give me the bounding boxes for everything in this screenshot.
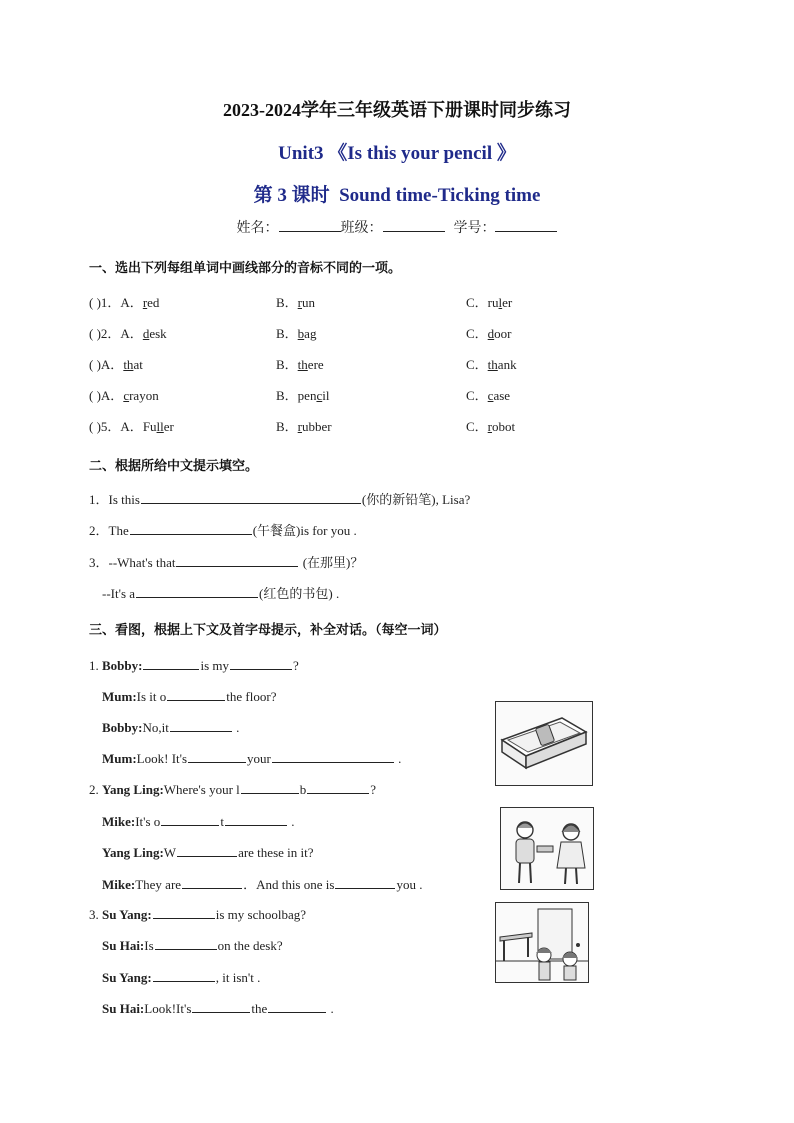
blank[interactable] <box>192 999 250 1013</box>
option-c-word: C．case <box>466 388 511 403</box>
dialogue-text: W <box>163 845 177 860</box>
dialogue-text: Look! It's <box>136 751 188 766</box>
phonics-question-row <box>89 354 609 373</box>
phonics-question-row <box>89 385 609 404</box>
lesson-prefix: 第 3 课时 <box>253 185 330 206</box>
dialogue3-line1 <box>89 905 306 923</box>
blank[interactable] <box>230 656 292 670</box>
dialogue-number: 1. <box>89 658 102 673</box>
dialogue-text: your <box>247 751 271 766</box>
option-a-word: that <box>123 357 143 372</box>
answer-parentheses[interactable]: ( ) <box>89 326 101 341</box>
student-info-row <box>0 217 794 237</box>
dialogue-text: the <box>251 1001 268 1016</box>
blank[interactable] <box>241 780 299 794</box>
speaker-su-hai: Su Hai: <box>102 938 145 953</box>
dialogue2-line3 <box>102 843 314 861</box>
fill-question-1 <box>89 489 470 508</box>
blank[interactable] <box>335 875 395 889</box>
dialogue1-line2 <box>102 687 276 705</box>
pencil-box-illustration <box>495 701 593 786</box>
speaker-su-hai: Su Hai: <box>102 1001 145 1016</box>
number-label: 学号： <box>453 220 496 236</box>
dialogue-text: ? <box>370 782 377 797</box>
phonics-question-row <box>89 323 609 342</box>
fill-question-3b <box>102 583 339 602</box>
dialogue-number: 2. <box>89 782 102 797</box>
dialogue3-line2 <box>102 936 283 954</box>
speaker-mum: Mum: <box>102 689 137 704</box>
phonics-question-row <box>89 292 609 311</box>
dialogue-text: on the desk? <box>217 938 283 953</box>
q2-hint: (午餐盒)is for you . <box>252 523 357 538</box>
q1-answer-blank[interactable] <box>141 490 361 504</box>
speaker-bobby: Bobby: <box>102 720 143 735</box>
speaker-su-yang: Su Yang: <box>102 907 152 922</box>
dialogue-text: They are <box>135 877 182 892</box>
option-b-word: B．rubber <box>276 419 332 434</box>
answer-parentheses[interactable]: ( ) <box>89 388 101 403</box>
speaker-su-yang: Su Yang: <box>102 970 152 985</box>
question-number: 2．A． <box>100 326 143 341</box>
section3-heading: 三、看图，根据上下文及首字母提示，补全对话。（每空一词） <box>89 623 447 638</box>
dialogue3-line3 <box>102 968 260 986</box>
dialogue-text: b <box>299 782 307 797</box>
dialogue-text: Is <box>144 938 154 953</box>
speaker-mike: Mike: <box>102 877 136 892</box>
option-c-word: C．robot <box>466 419 516 434</box>
dialogue-text: Where's your l <box>163 782 240 797</box>
option-a-word: Fuller <box>142 419 174 434</box>
dialogue2-line4 <box>102 874 422 893</box>
dialogue-text: you . <box>396 877 423 892</box>
class-label: 班级： <box>340 220 383 236</box>
name-label: 姓名： <box>236 220 279 236</box>
question-number: 1．A． <box>100 295 143 310</box>
option-b-word: B．pencil <box>276 388 330 403</box>
section2-heading: 二、根据所给中文提示填空。 <box>89 459 259 474</box>
dialogue1-line3 <box>102 718 239 736</box>
q3b-prefix: --It's a <box>102 586 136 601</box>
blank[interactable] <box>153 968 215 982</box>
lesson-name: Sound time-Ticking time <box>339 185 541 206</box>
blank[interactable] <box>167 687 225 701</box>
speaker-mum: Mum: <box>102 751 137 766</box>
q3-hint: (在那里)？ <box>299 555 364 570</box>
blank[interactable] <box>177 843 237 857</box>
unit-title: Unit3 《Is this your pencil 》 <box>278 143 516 164</box>
speaker-mike: Mike: <box>102 814 136 829</box>
blank[interactable] <box>225 812 287 826</box>
dialogue2-line1 <box>89 780 376 798</box>
speaker-yang-ling: Yang Ling: <box>102 782 164 797</box>
dialogue-text: Is it o <box>136 689 167 704</box>
dialogue-text: . <box>232 720 240 735</box>
dialogue3-line4 <box>102 999 334 1017</box>
blank[interactable] <box>153 905 215 919</box>
q2-answer-blank[interactable] <box>130 521 252 535</box>
class-field[interactable] <box>383 217 445 232</box>
q3b-hint: (红色的书包) . <box>259 586 340 601</box>
option-a-word: desk <box>142 326 167 341</box>
option-b-word: B．run <box>276 295 316 310</box>
blank[interactable] <box>272 749 394 763</box>
blank[interactable] <box>143 656 199 670</box>
classroom-desk-illustration <box>495 902 589 983</box>
blank[interactable] <box>182 875 242 889</box>
dialogue2-line2 <box>102 812 294 830</box>
q1-prefix: 1．Is this <box>89 492 140 507</box>
dialogue1-line4 <box>102 749 401 767</box>
blank[interactable] <box>188 749 246 763</box>
name-field[interactable] <box>279 217 341 232</box>
blank[interactable] <box>307 780 369 794</box>
dialogue-text: It's o <box>135 814 161 829</box>
fill-question-3 <box>89 552 363 571</box>
option-c-word: C．door <box>466 326 512 341</box>
answer-parentheses[interactable]: ( ) <box>89 357 101 372</box>
dialogue-text: are these in it? <box>238 845 314 860</box>
option-b-word: B．bag <box>276 326 317 341</box>
question-number: A． <box>100 357 124 372</box>
dialogue-text: No,it <box>142 720 169 735</box>
section1-heading: 一、选出下列每组单词中画线部分的音标不同的一项。 <box>89 261 402 276</box>
blank[interactable] <box>155 936 217 950</box>
speaker-bobby: Bobby: <box>102 658 143 673</box>
dialogue-text: is my schoolbag? <box>215 907 306 922</box>
dialogue-text: is my <box>200 658 230 673</box>
lesson-title <box>0 180 794 207</box>
blank[interactable] <box>170 718 232 732</box>
dialogue-text: . <box>287 814 295 829</box>
speaker-yang-ling: Yang Ling: <box>102 845 164 860</box>
option-c-word: C．ruler <box>466 295 513 310</box>
option-b-word: B．there <box>276 357 324 372</box>
option-a-word: crayon <box>123 388 159 403</box>
dialogue-text: the floor? <box>226 689 277 704</box>
question-number: A． <box>100 388 124 403</box>
blank[interactable] <box>161 812 219 826</box>
question-number: 5．A． <box>100 419 143 434</box>
dialogue-text: ? <box>293 658 299 673</box>
q1-hint: (你的新铅笔), Lisa? <box>361 492 471 507</box>
fill-question-2 <box>89 520 357 539</box>
q3b-answer-blank[interactable] <box>136 584 258 598</box>
option-a-word: red <box>142 295 160 310</box>
dialogue-text: ．And this one is <box>243 877 335 892</box>
dialogue-number: 3. <box>89 907 102 922</box>
worksheet-title: 2023-2024学年三年级英语下册课时同步练习 <box>223 100 571 120</box>
q3-prefix: 3．--What's that <box>89 555 176 570</box>
dialogue-text: , it isn't . <box>215 970 261 985</box>
answer-parentheses[interactable]: ( ) <box>89 419 101 434</box>
phonics-question-row <box>89 416 609 435</box>
q3-answer-blank[interactable] <box>176 553 298 567</box>
dialogue1-line1 <box>89 656 299 674</box>
dialogue-text: t <box>220 814 224 829</box>
number-field[interactable] <box>495 217 557 232</box>
dialogue-text: Look!It's <box>144 1001 192 1016</box>
option-c-word: C．thank <box>466 357 517 372</box>
answer-parentheses[interactable]: ( ) <box>89 295 101 310</box>
dialogue-text: . <box>327 1001 334 1016</box>
children-exchange-illustration <box>500 807 594 890</box>
q2-prefix: 2．The <box>89 523 129 538</box>
dialogue-text: . <box>394 751 402 766</box>
blank[interactable] <box>268 999 326 1013</box>
